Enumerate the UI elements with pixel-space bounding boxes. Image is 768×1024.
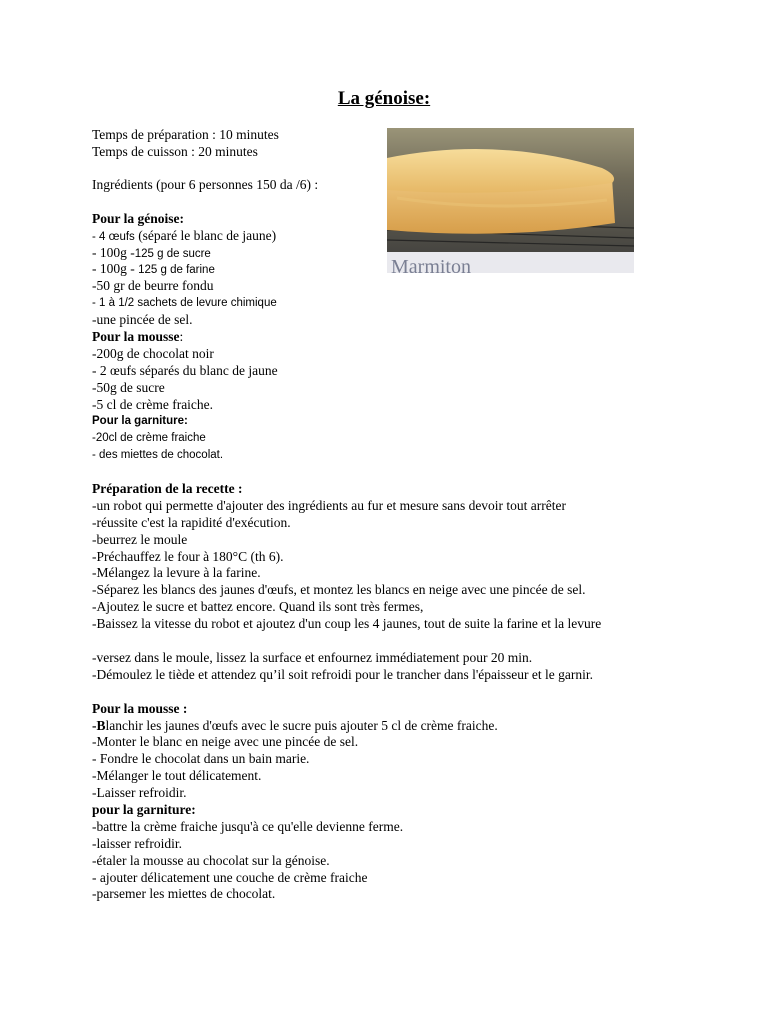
page-title: La génoise: <box>337 88 431 109</box>
step-line: -Mélangez la levure à la farine. <box>92 565 261 581</box>
recipe-meta <box>92 126 279 160</box>
list-item: -200g de chocolat noir <box>92 345 214 361</box>
photo-watermark: Marmiton <box>391 256 471 273</box>
cook-time: Temps de cuisson : 20 minutes <box>92 144 258 159</box>
ingredients-section <box>92 177 752 903</box>
list-item: - 100g -125 g de sucre <box>92 244 211 260</box>
step-line: -étaler la mousse au chocolat sur la génoise. <box>92 852 330 868</box>
list-item: -50 gr de beurre fondu <box>92 278 214 294</box>
step-line: - ajouter délicatement une couche de crème fraiche <box>92 869 368 885</box>
list-item: - 1 à 1/2 sachets de levure chimique <box>92 297 277 310</box>
step-line: -Démoulez le tiède et attendez qu’il soit refroidi pour le trancher dans l'épaisseur et le garnir. <box>92 666 593 682</box>
preparation-heading: Préparation de la recette : <box>92 481 243 497</box>
list-item: -5 cl de crème fraiche. <box>92 396 214 412</box>
step-line: -Monter le blanc en neige avec une pincée de sel. <box>92 734 359 750</box>
step-line: -Baissez la vitesse du robot et ajoutez d'un coup les 4 jaunes, tout de suite la farine et la levure <box>92 616 602 632</box>
step-line: -Mélanger le tout délicatement. <box>92 768 262 784</box>
step-line: - Fondre le chocolat dans un bain marie. <box>92 751 310 767</box>
step-line: -Préchauffez le four à 180°C (th 6). <box>92 548 284 564</box>
genoise-heading: Pour la génoise: <box>92 210 184 226</box>
list-item: -20cl de crème fraiche <box>92 432 206 445</box>
step-line: -battre la crème fraiche jusqu'à ce qu'elle devienne ferme. <box>92 818 404 834</box>
garniture-prep-heading: pour la garniture: <box>92 801 196 817</box>
mousse-prep-heading: Pour la mousse : <box>92 700 188 716</box>
list-item: - 2 œufs séparés du blanc de jaune <box>92 362 278 378</box>
ingredients-intro: Ingrédients (pour 6 personnes 150 da /6) : <box>92 177 319 192</box>
step-line: -laisser refroidir. <box>92 835 182 851</box>
prep-time: Temps de préparation : 10 minutes <box>92 127 279 142</box>
step-line: -parsemer les miettes de chocolat. <box>92 886 276 902</box>
list-item: - des miettes de chocolat. <box>92 449 224 462</box>
mousse-heading: Pour la mousse: <box>92 329 184 345</box>
list-item: -une pincée de sel. <box>92 312 193 328</box>
step-line: -Séparez les blancs des jaunes d'œufs, et montez les blancs en neige avec une pincée de sel. <box>92 582 586 598</box>
step-line: -Laisser refroidir. <box>92 785 187 801</box>
list-item: - 100g - 125 g de farine <box>92 261 215 277</box>
garniture-heading: Pour la garniture: <box>92 415 188 428</box>
step-line: -Blanchir les jaunes d'œufs avec le sucre puis ajouter 5 cl de crème fraiche. <box>92 717 498 733</box>
step-line: -un robot qui permette d'ajouter des ingrédients au fur et mesure sans devoir tout arrêter <box>92 497 567 513</box>
step-line: -Ajoutez le sucre et battez encore. Quand ils sont très fermes, <box>92 599 424 615</box>
step-line: -versez dans le moule, lissez la surface et enfournez immédiatement pour 20 min. <box>92 649 533 665</box>
list-item: - 4 œufs (séparé le blanc de jaune) <box>92 227 277 243</box>
step-line: -beurrez le moule <box>92 531 188 547</box>
list-item: -50g de sucre <box>92 379 165 395</box>
step-line: -réussite c'est la rapidité d'exécution. <box>92 514 291 530</box>
